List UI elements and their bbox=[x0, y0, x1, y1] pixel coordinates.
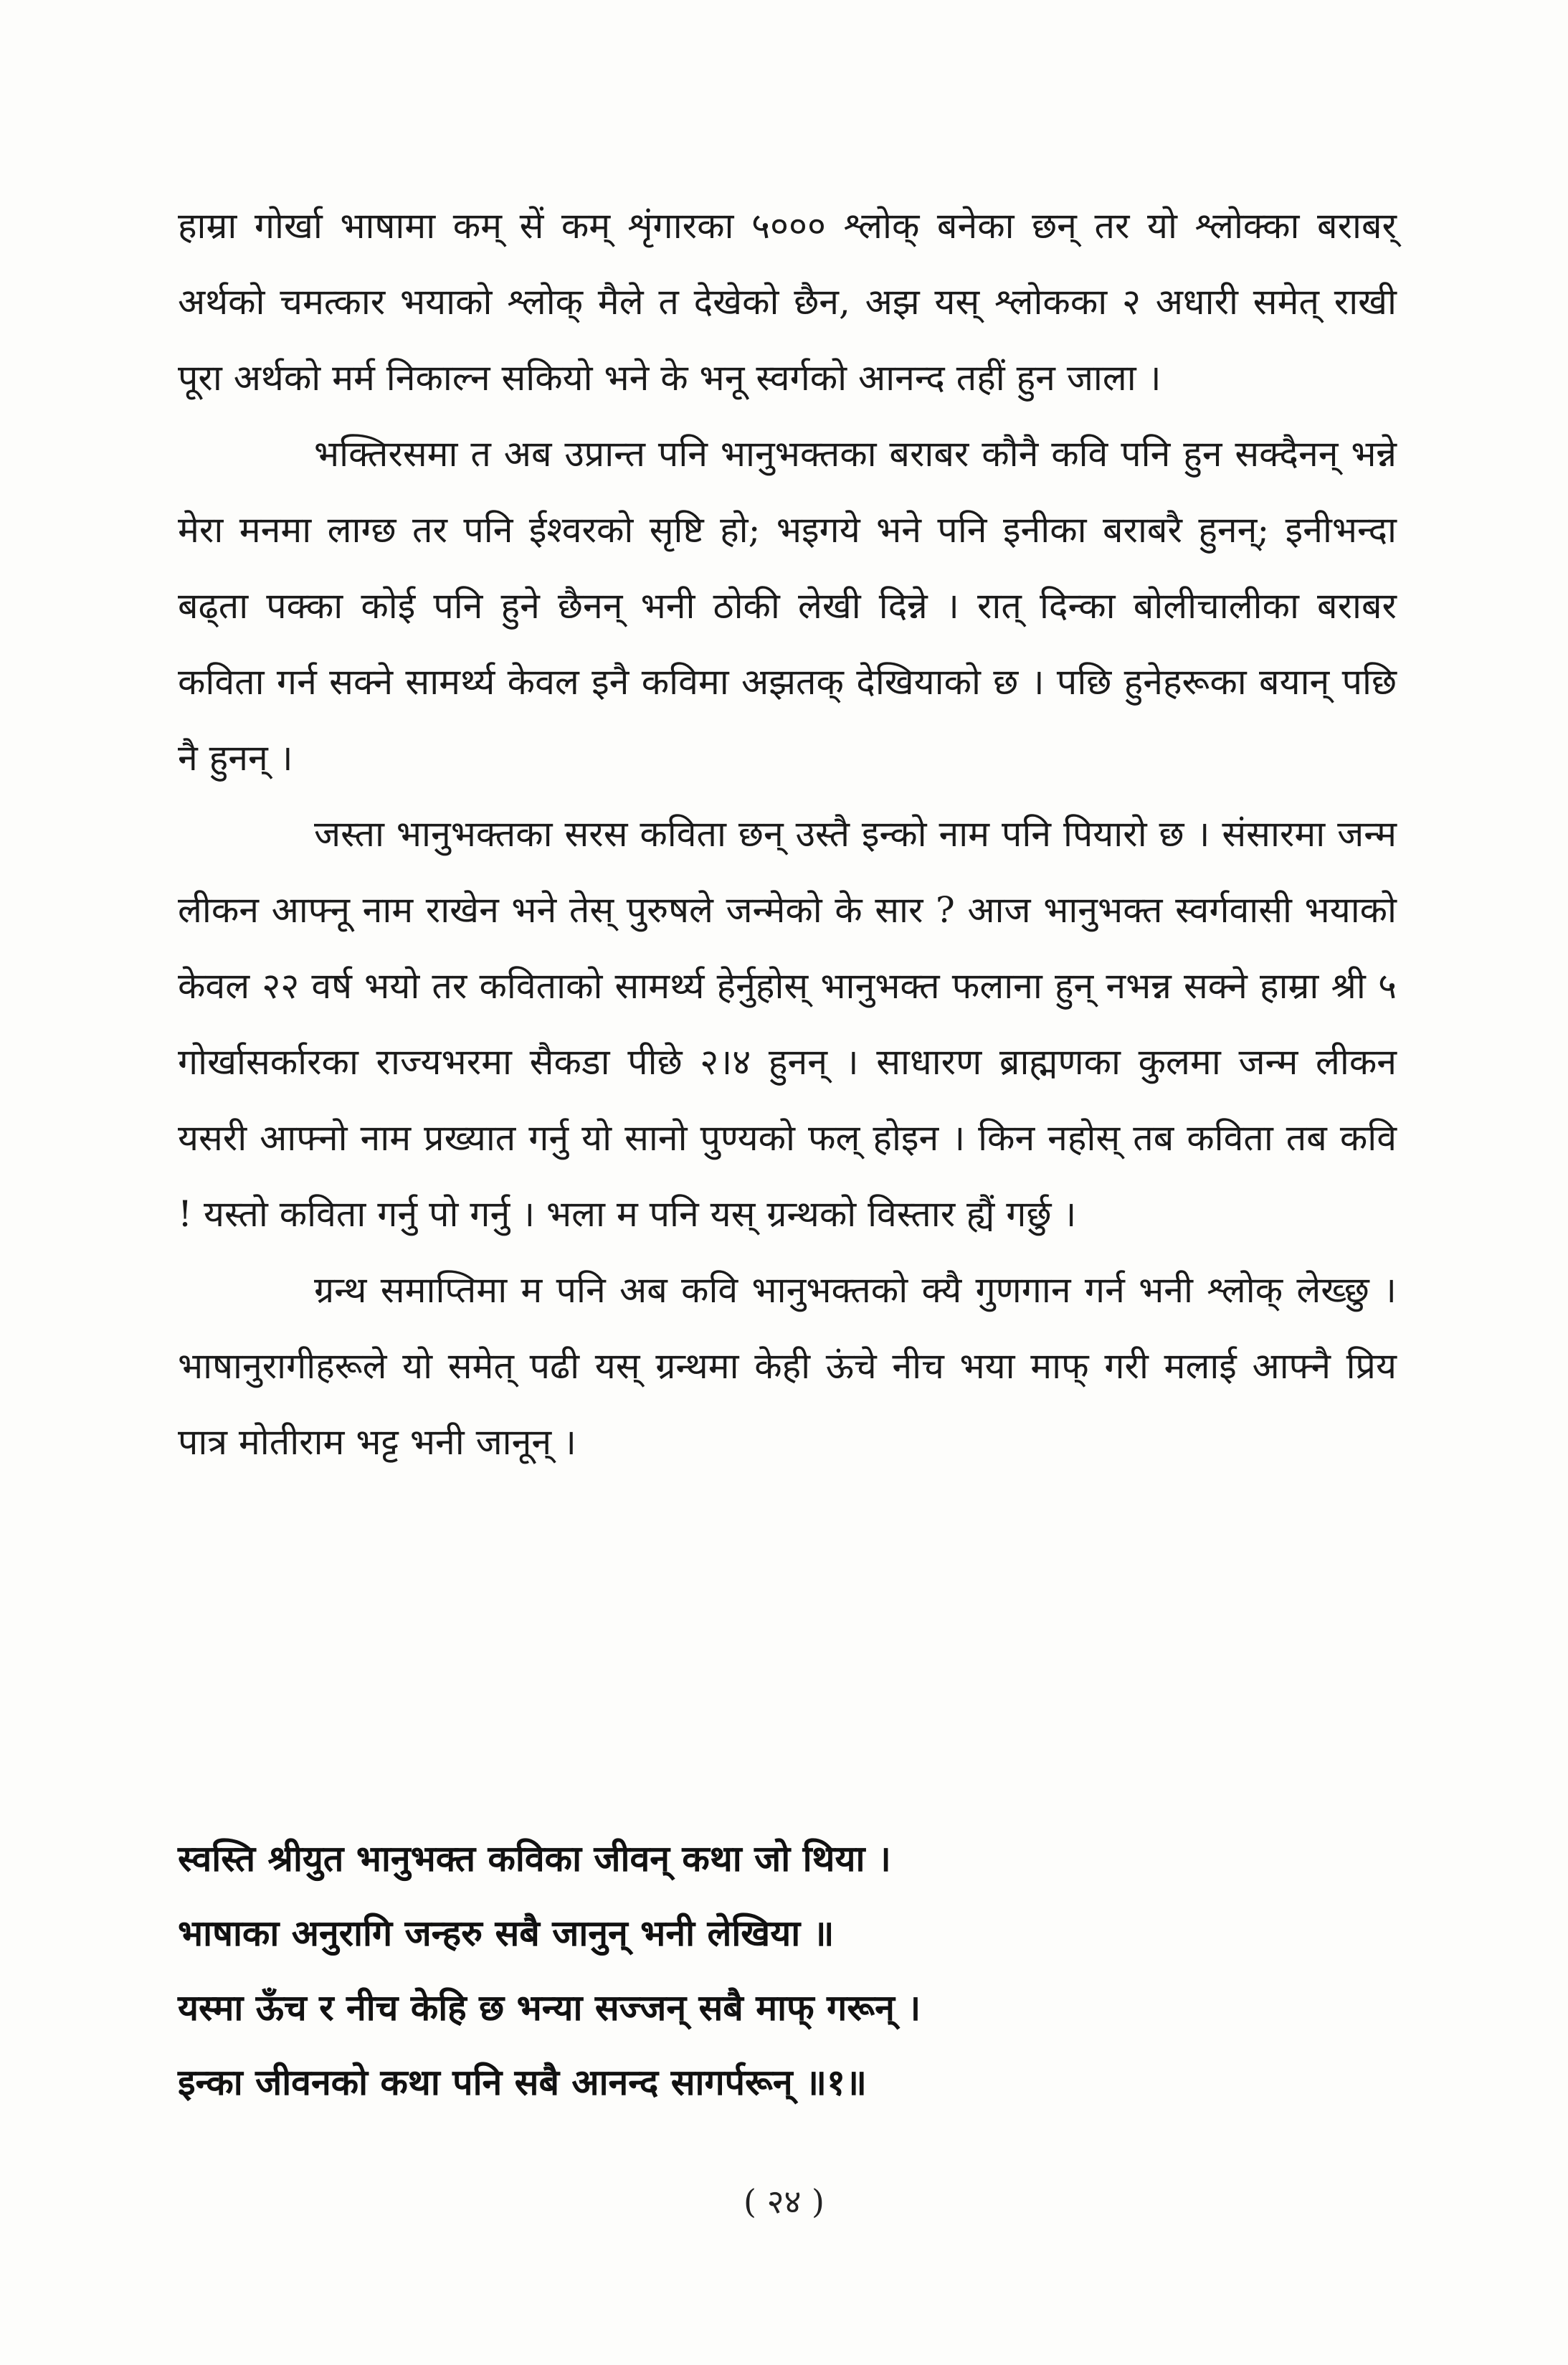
page-number: ( २४ ) bbox=[743, 2182, 825, 2221]
verse-line-4: इन्का जीवनको कथा पनि सबै आनन्द सागर्परून् ॥१॥ bbox=[178, 2062, 867, 2103]
verse-stanza bbox=[178, 1821, 1354, 2120]
verse-line-1: स्वस्ति श्रीयुत भानुभक्त कविका जीवन् कथा जो थिया । bbox=[178, 1838, 891, 1880]
verse-line-3: यस्मा ऊँच र नीच केहि छ भन्या सज्जन् सबै माफ् गरून् । bbox=[178, 1987, 921, 2029]
verse-line-2: भाषाका अनुरागि जन्हरु सबै जानुन् भनी लेखिया ॥ bbox=[178, 1913, 835, 1954]
paragraph-3: जस्ता भानुभक्तका सरस कविता छन् उस्तै इन्को नाम पनि पियारो छ । संसारमा जन्म लीकन आफ्नू नाम राखेन भने तेस् पुरुषले जन्मेको के सार ? आज भानुभक्त स्वर्गवासी भयाको केवल २२ वर्ष भयो तर कविताको सामर्थ्य हेर्नुहोस् भानुभक्त फलाना हुन् नभन्न सक्ने हाम्रा श्री ५ गोर्खासर्कारका राज्यभरमा सैकडा पीछे २।४ हुनन् । साधारण ब्राह्मणका कुलमा जन्म लीकन यसरी आफ्नो नाम प्रख्यात गर्नु यो सानो पुण्यको फल् होइन । किन नहोस् तब कविता तब कवि ! यस्तो कविता गर्नु पो गर्नु । भला म पनि यस् ग्रन्थको विस्तार ह्यैं गर्छु । bbox=[178, 813, 1397, 1235]
paragraph-1: हाम्रा गोर्खा भाषामा कम् सें कम् शृंगारका ५००० श्लोक् बनेका छन् तर यो श्लोक्का बराबर् अर्थको चमत्कार भयाको श्लोक् मैले त देखेको छैन, अझ यस् श्लोकका २ अधारी समेत् राखी पूरा अर्थको मर्म निकाल्न सकियो भने के भनू स्वर्गको आनन्द तहीं हुन जाला । bbox=[178, 205, 1397, 399]
paragraph-2: भक्तिरसमा त अब उप्रान्त पनि भानुभक्तका बराबर कौनै कवि पनि हुन सक्दैनन् भन्ने मेरा मनमा लाग्छ तर पनि ईश्वरको सृष्टि हो; भइगये भने पनि इनीका बराबरै हुनन्; इनीभन्दा बढ्ता पक्का कोई पनि हुने छैनन् भनी ठोकी लेखी दिन्ने । रात् दिन्का बोलीचालीका बराबर कविता गर्न सक्ने सामर्थ्य केवल इनै कविमा अझतक् देखियाको छ । पछि हुनेहरूका बयान् पछि नै हुनन् । bbox=[178, 433, 1397, 779]
paragraph-4: ग्रन्थ समाप्तिमा म पनि अब कवि भानुभक्तको क्यै गुणगान गर्न भनी श्लोक् लेख्छु । भाषानुरागीहरूले यो समेत् पढी यस् ग्रन्थमा केही ऊंचे नीच भया माफ् गरी मलाई आफ्नै प्रिय पात्र मोतीराम भट्ट भनी जानून् । bbox=[178, 1269, 1397, 1463]
prose-body bbox=[178, 188, 1397, 1480]
